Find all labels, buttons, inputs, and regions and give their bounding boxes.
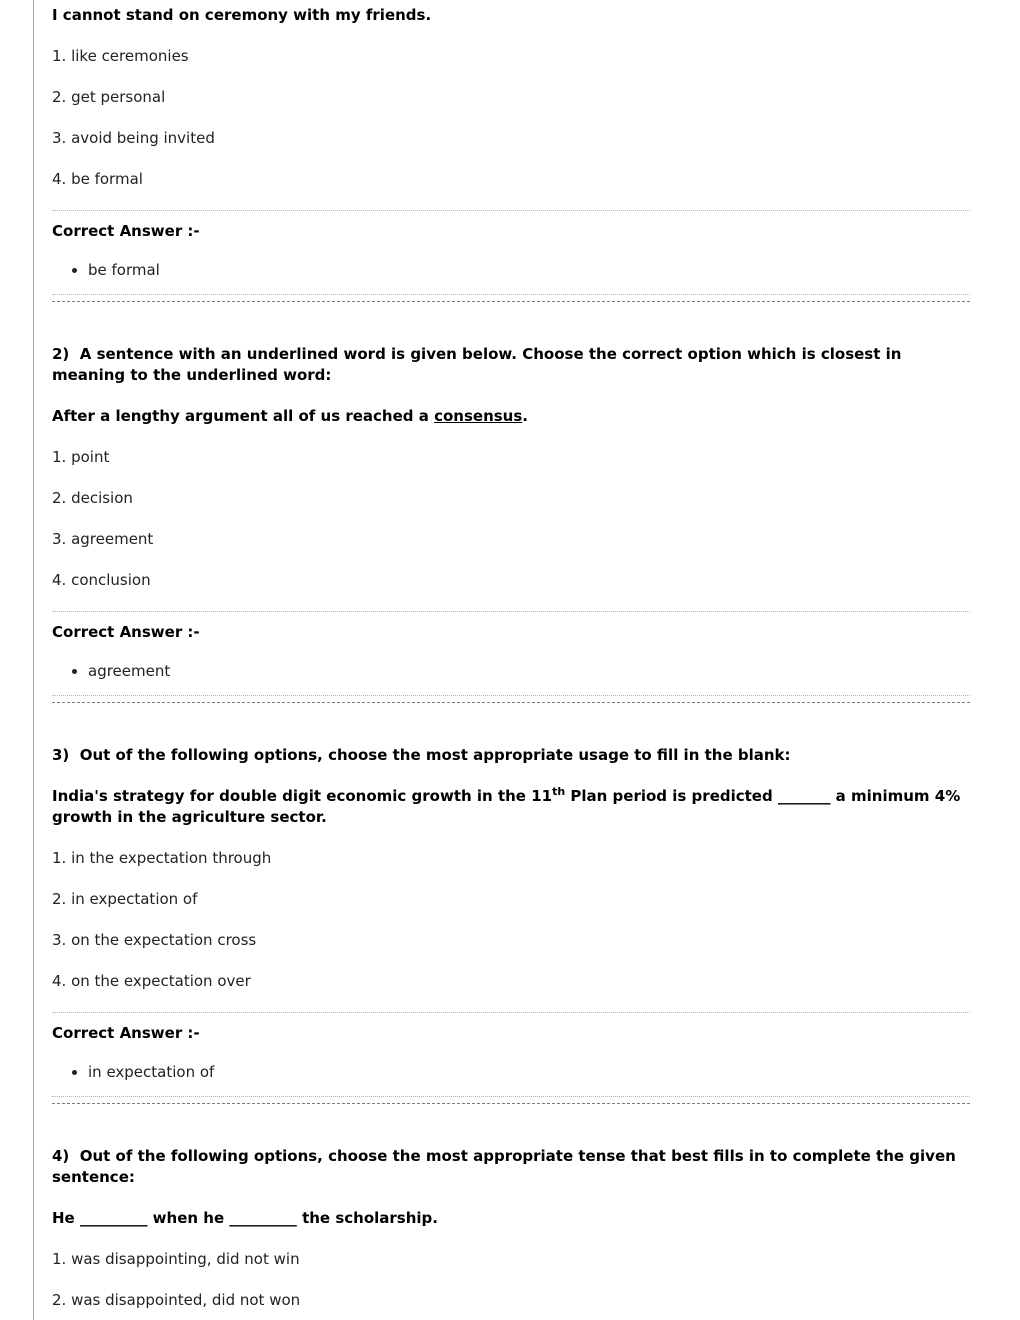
correct-answer-list	[52, 260, 970, 281]
option-item: 3. agreement	[52, 530, 154, 548]
option-item: 4. conclusion	[52, 571, 151, 589]
stem-text: Plan period is predicted _______ a minimum 4% growth in the agriculture sector.	[52, 787, 966, 826]
question-stem	[52, 406, 970, 427]
option-item: 1. was disappointing, did not win	[52, 1250, 300, 1268]
question-block	[52, 1104, 970, 1320]
option-item: 4. be formal	[52, 170, 143, 188]
correct-answer-item: • be formal	[88, 260, 970, 281]
question-block	[52, 703, 970, 1104]
underlined-word: consensus	[434, 407, 523, 425]
correct-answer-item: • agreement	[88, 661, 970, 682]
question-stem: He _________ when he _________ the scholarship.	[52, 1209, 438, 1227]
stem-text: India's strategy for double digit economic growth in the 11	[52, 787, 553, 805]
correct-answer-list	[52, 1062, 970, 1083]
option-item: 1. in the expectation through	[52, 849, 272, 867]
question-text: 3) Out of the following options, choose the most appropriate usage to fill in the blank:	[52, 746, 791, 764]
content-column	[33, 0, 990, 1320]
option-item: 1. point	[52, 448, 110, 466]
option-item: 3. on the expectation cross	[52, 931, 257, 949]
option-item: 2. get personal	[52, 88, 166, 106]
option-item: 3. avoid being invited	[52, 129, 215, 147]
answer-box	[52, 210, 970, 295]
question-stem	[52, 786, 970, 828]
question-block	[52, 302, 970, 703]
correct-answer-label: Correct Answer :-	[52, 623, 200, 641]
correct-answer-item: • in expectation of	[88, 1062, 970, 1083]
option-item: 4. on the expectation over	[52, 972, 251, 990]
option-item: 2. decision	[52, 489, 133, 507]
stem-text: .	[522, 407, 528, 425]
question-text: 4) Out of the following options, choose the most appropriate tense that best fills in to complete the given sentence:	[52, 1147, 962, 1186]
superscript-text: th	[552, 785, 566, 798]
option-item: 1. like ceremonies	[52, 47, 189, 65]
correct-answer-label: Correct Answer :-	[52, 1024, 200, 1042]
question-block	[52, 0, 970, 302]
correct-answer-list	[52, 661, 970, 682]
stem-text: After a lengthy argument all of us reached a	[52, 407, 435, 425]
answer-box	[52, 1012, 970, 1097]
option-item: 2. was disappointed, did not won	[52, 1291, 301, 1309]
question-stem: I cannot stand on ceremony with my friends.	[52, 6, 432, 24]
answer-box	[52, 611, 970, 696]
question-text: 2) A sentence with an underlined word is given below. Choose the correct option which is closest in meaning to the underlined word:	[52, 345, 907, 384]
correct-answer-label: Correct Answer :-	[52, 222, 200, 240]
option-item: 2. in expectation of	[52, 890, 198, 908]
